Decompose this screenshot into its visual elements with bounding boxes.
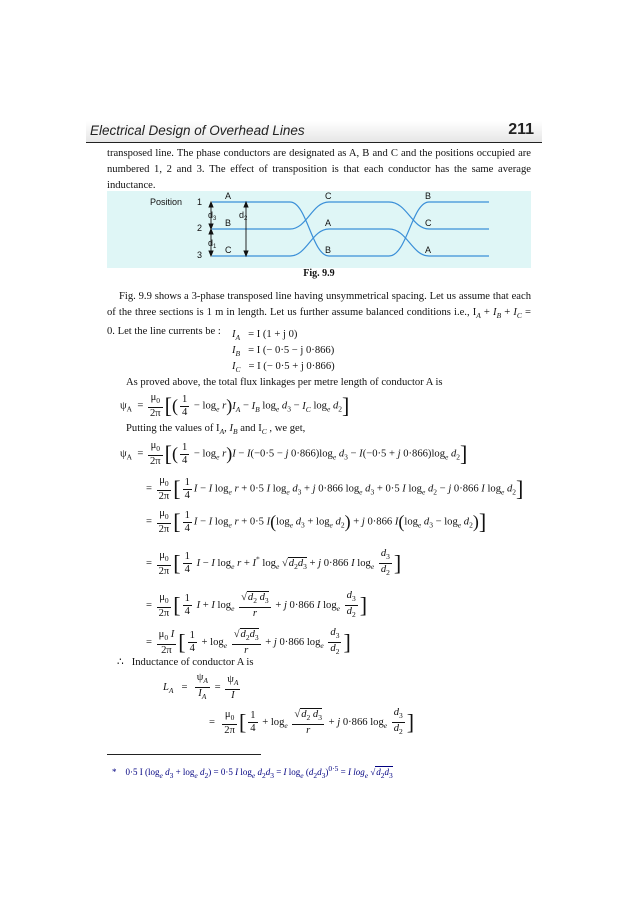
psi-equation-2: $\psi_A$ = $\frac{\mu_0}{2\pi}$ [( $\frac{1}{4}$ − $\log_e r)I - I(-0\cdot 5 - j$ $0\cdot 866)\log_e$ $d_3 - I(-0\cdot 5 + j$ $0\cdot 866)\log_e$ $d_2$]: [120, 440, 468, 468]
pos1-label: 1: [197, 197, 203, 207]
footnote-rule: [107, 754, 261, 755]
psi-equation-1: $\psi_A$ = $\frac{\mu_0}{2\pi}$ [( $\frac{1}{4}$ − $\log_e r)I_A - I_B$ $\log_e d_3 - I_C$ $\log_e d_2$]: [120, 392, 350, 420]
current-ib: $I_B$ = I (− 0·5 − j 0·866): [232, 345, 335, 359]
putting-text: Putting the values of $I_A$, $I_B$ and $I_C$ , we get,: [126, 423, 306, 437]
page-header: [86, 121, 542, 143]
proved-text: As proved above, the total flux linkages per metre length of conductor A is: [126, 377, 443, 388]
inductance-text: ∴ Inductance of conductor A is: [117, 657, 254, 668]
psi-equation-6: = $\frac{\mu_0}{2\pi}$ [ $\frac{1}{4}$ I + I $\log_e$ $\frac{√d_2 d_3}{r}$ + j 0·866 I $\log_e$ $\frac{d_3}{d_2}$ ]: [146, 590, 368, 620]
s1-top: A: [225, 191, 232, 201]
psi-equation-7: = $\frac{\mu_0 I}{2\pi}$ [ $\frac{1}{4}$ + $\log_e$ $\frac{√d_2d_3}{r}$ + j 0·866 $\log_e$ $\frac{d_3}{d_2}$ ]: [146, 627, 351, 657]
transposition-figure: [107, 191, 531, 268]
psi-equation-5: = $\frac{\mu_0}{2\pi}$ [ $\frac{1}{4}$ I − I $\log_e r + I^*$ $\log_e √d_2d_3 + j$ 0·866 I $\log_e$ $\frac{d_3}{d_2}$ ]: [146, 548, 402, 578]
pos2-label: 2: [197, 223, 203, 233]
current-ic: $I_C$ = I (− 0·5 + j 0·866): [232, 361, 335, 375]
s3-mid: C: [425, 218, 432, 228]
inductance-eq-1: $L_A$ = $\frac{\psi_A}{I_A}$ = $\frac{\psi_A}{I}$: [163, 672, 239, 702]
psi-equation-4: = $\frac{\mu_0}{2\pi}$ [ $\frac{1}{4}$ I − I $\log_e r + 0\cdot 5$ $I(\log_e$ $d_3 + \log_e d_2) + j$ 0·866 $I(\log_e$ $d_3 - \log_e d_2$)]: [146, 508, 487, 536]
page-number: 211: [508, 121, 534, 138]
s1-bot: C: [225, 245, 232, 255]
svg-text:d3: $d_3$: [208, 210, 217, 222]
transposition-diagram: [107, 191, 531, 268]
psi-equation-3: = $\frac{\mu_0}{2\pi}$ [ $\frac{1}{4}$ I − I $\log_e r + 0\cdot 5$ I $\log_e d_3 + j$ 0·866 $\log_e d_3 + 0\cdot 5$ I $\log_e d_2 - j$ 0·866 I $\log_e d_2$]: [146, 475, 524, 503]
pos3-label: 3: [197, 250, 203, 260]
svg-text:d1: $d_1$: [208, 238, 217, 250]
inductance-eq-2: = $\frac{\mu_0}{2\pi}$ [ $\frac{1}{4}$ + $\log_e$ $\frac{√d_2 d_3}{r}$ + j 0·866 $\log_e$ $\frac{d_3}{d_2}$ ]: [209, 707, 415, 737]
svg-text:d2: $d_2$: [239, 210, 248, 222]
intro-paragraph: transposed line. The phase conductors are designated as A, B and C and the positions occupied are numbered 1, 2 and 3. The effect of transposition is that each conductor has the same average inductance.: [107, 148, 531, 191]
s2-bot: B: [325, 245, 332, 255]
footnote: * 0·5 I ($\log_e$ $d_3 + \log_e d_2) = 0\cdot 5$ I $\log_e d_2d_3 = I$ $\log_e (d_2d_3)^{0\cdot 5} = I$ $\log_e √d_2d_3$: [112, 764, 393, 780]
s2-mid: A: [325, 218, 332, 228]
s3-bot: A: [425, 245, 432, 255]
figure-caption: Fig. 9.9: [303, 268, 335, 279]
s3-top: B: [425, 191, 432, 201]
current-ia: $I_A$ = I (1 + j 0): [232, 329, 298, 343]
chapter-title: Electrical Design of Overhead Lines: [90, 123, 305, 138]
s2-top: C: [325, 191, 332, 201]
s1-mid: B: [225, 218, 232, 228]
position-label: Position: [150, 197, 183, 207]
paragraph-1: Fig. 9.9 shows a 3-phase transposed line having unsymmetrical spacing. Let us assume that each of the three sections is 1 m in length. Let us further assume balanced conditions i.e., $I_A + I_B + I_C = 0$. Let the line currents be :: [107, 291, 531, 338]
